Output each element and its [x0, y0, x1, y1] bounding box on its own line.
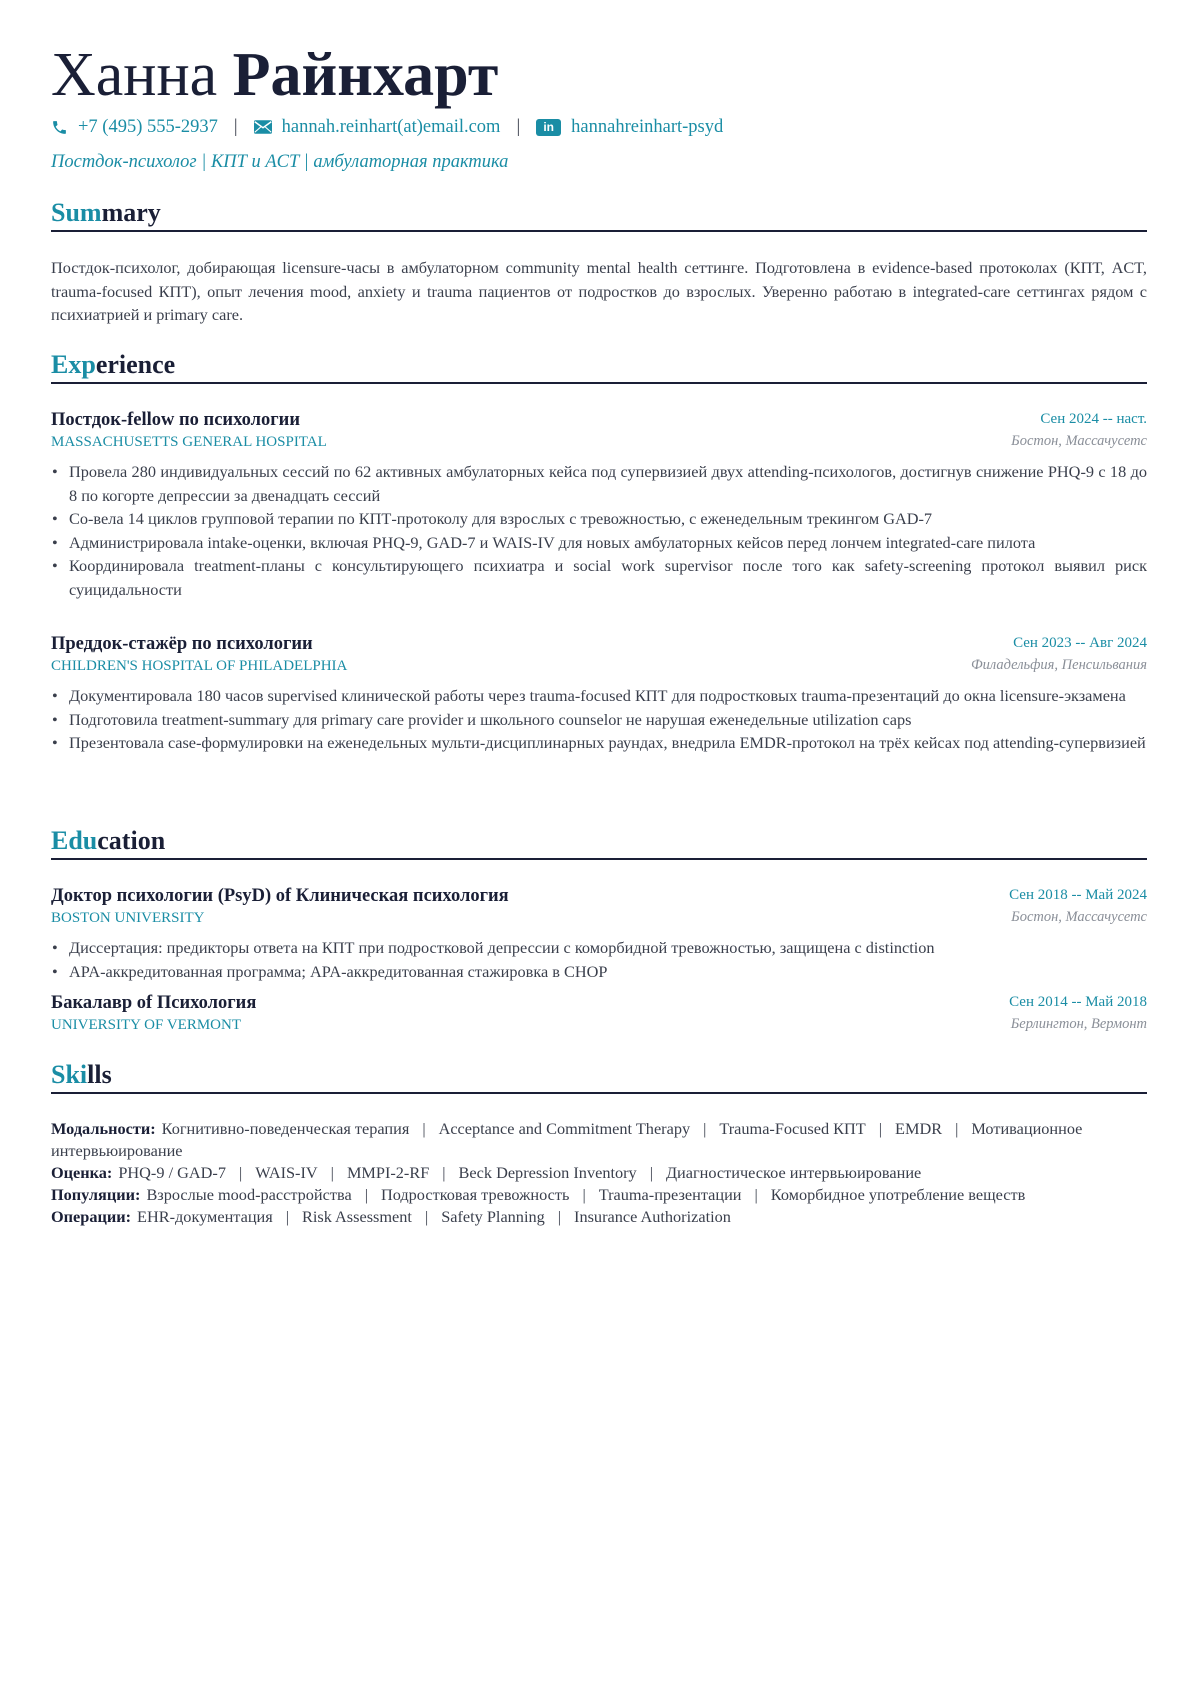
job-dates: Сен 2023 -- Авг 2024: [1013, 635, 1147, 651]
skill-item: Trauma-Focused КПТ: [719, 1119, 866, 1138]
last-name: Райнхарт: [232, 41, 499, 109]
institution: UNIVERSITY OF VERMONT: [51, 1017, 242, 1033]
phone-icon: [51, 119, 68, 136]
contact-separator: |: [516, 116, 521, 137]
skill-item: Safety Planning: [441, 1207, 545, 1226]
skill-item: MMPI-2-RF: [346, 1163, 430, 1182]
bullet-item: • Администрировала intake-оценки, включая PHQ-9, GAD-7 и WAIS-IV для новых амбулаторных кейсов перед лончем integrated-care пилота: [51, 531, 1147, 555]
linkedin-icon: in: [536, 119, 561, 136]
degree-dates: Сен 2018 -- Май 2024: [1009, 887, 1147, 903]
skill-item: Коморбидное употребление веществ: [770, 1185, 1026, 1204]
skill-separator: |: [285, 1207, 290, 1226]
skill-row: [51, 1118, 1147, 1162]
section-title-summary: Summary: [51, 196, 1147, 232]
linkedin-handle: hannahreinhart-psyd: [571, 116, 724, 137]
experience-bullets: [51, 684, 1147, 755]
skill-item: Trauma-презентации: [598, 1185, 742, 1204]
skill-item: Мотивационное интервьюирование: [51, 1119, 1083, 1160]
skill-separator: |: [442, 1163, 446, 1182]
section-title-skills: Skills: [51, 1058, 1147, 1094]
education-bullets: [51, 936, 1147, 983]
job-title: Постдок-fellow по психологии: [51, 410, 300, 430]
skill-separator: |: [878, 1119, 883, 1138]
skill-item: Beck Depression Inventory: [458, 1163, 637, 1182]
candidate-name: [51, 40, 498, 110]
institution-location: Бостон, Массачусетс: [1011, 909, 1147, 925]
bullet-item: • Со-вела 14 циклов групповой терапии по КПТ-протоколу для взрослых с тревожностью, с еженедельным трекингом GAD-7: [51, 507, 1147, 531]
contact-separator: |: [233, 116, 238, 137]
email-contact[interactable]: [254, 117, 501, 138]
linkedin-contact[interactable]: [536, 117, 723, 138]
skill-item: Insurance Authorization: [574, 1207, 731, 1226]
skill-item: EHR-документация: [137, 1207, 273, 1226]
job-location: Бостон, Массачусетс: [1011, 433, 1147, 449]
skill-separator: |: [703, 1119, 707, 1138]
bullet-item: • Координировала treatment-планы с консультирующего психиатра и social work supervisor после того как safety-screening протокол выявил риск суицидальности: [51, 554, 1147, 601]
skill-item: Взрослые mood-расстройства: [146, 1185, 352, 1204]
employer: CHILDREN'S HOSPITAL OF PHILADELPHIA: [51, 658, 348, 674]
skill-separator: |: [754, 1185, 758, 1204]
skills-list: [51, 1118, 1147, 1228]
experience-bullets: [51, 460, 1147, 601]
skill-separator: |: [422, 1119, 426, 1138]
skill-category-label: Оценка:: [51, 1163, 113, 1182]
skill-separator: |: [955, 1119, 959, 1138]
phone-contact[interactable]: [51, 117, 218, 138]
skill-separator: |: [239, 1163, 243, 1182]
envelope-icon: [254, 120, 272, 134]
institution-location: Берлингтон, Вермонт: [1010, 1016, 1147, 1032]
skill-row: [51, 1162, 1147, 1184]
employer: MASSACHUSETTS GENERAL HOSPITAL: [51, 434, 327, 450]
skill-item: PHQ-9 / GAD-7: [118, 1163, 226, 1182]
job-location: Филадельфия, Пенсильвания: [970, 657, 1147, 673]
skill-row: [51, 1184, 1147, 1206]
skill-row: [51, 1206, 1147, 1228]
bullet-item: • Провела 280 индивидуальных сессий по 62 активных амбулаторных кейса под супервизией двух attending-психологов, достигнув снижение PHQ-9 с 18 до 8 по когорте депрессии за двенадцать сессий: [51, 460, 1147, 507]
section-title-education: Education: [51, 824, 1147, 860]
bullet-item: • Подготовила treatment-summary для primary care provider и школьного counselor не нарушая еженедельные utilization caps: [51, 708, 1147, 732]
summary-text: Постдок-психолог, добирающая licensure-часы в амбулаторном community mental health сеттинге. Подготовлена в evidence-based протоколах (КПТ, ACT, trauma-focused КПТ), опыт лечения mood, anxiety и trauma пациентов от подростков до взрослых. Уверенно работаю в integrated-care сеттингах рядом с психиатрией и primary care.: [51, 258, 1147, 324]
skill-category-label: Популяции:: [51, 1185, 141, 1204]
job-dates: Сен 2024 -- наст.: [1040, 411, 1147, 427]
skill-separator: |: [582, 1185, 586, 1204]
skill-separator: |: [557, 1207, 562, 1226]
skill-item: Диагностическое интервьюирование: [665, 1163, 922, 1182]
bullet-item: • Презентовала case-формулировки на еженедельных мульти-дисциплинарных раундах, внедрила EMDR-протокол на трёх кейсах под attending-супервизией: [51, 731, 1147, 755]
institution: BOSTON UNIVERSITY: [51, 910, 205, 926]
job-title: Преддок-стажёр по психологии: [51, 634, 313, 654]
degree-title: Бакалавр of Психология: [51, 993, 257, 1013]
section-title-experience: Experience: [51, 348, 1147, 384]
first-name: Ханна: [51, 41, 218, 109]
skill-separator: |: [330, 1163, 334, 1182]
skill-item: Risk Assessment: [302, 1207, 412, 1226]
skill-item: EMDR: [895, 1119, 943, 1138]
bullet-item: • Диссертация: предикторы ответа на КПТ при подростковой депрессии с коморбидной тревожностью, защищена с distinction: [51, 936, 1147, 960]
skill-item: WAIS-IV: [255, 1163, 318, 1182]
skill-category-label: Операции:: [51, 1207, 132, 1226]
degree-dates: Сен 2014 -- Май 2018: [1009, 994, 1147, 1010]
bullet-item: • APA-аккредитованная программа; APA-аккредитованная стажировка в CHOP: [51, 960, 1147, 984]
degree-title: Доктор психологии (PsyD) of Клиническая психология: [51, 886, 509, 906]
skill-separator: |: [424, 1207, 429, 1226]
tagline: Постдок-психолог | КПТ и ACT | амбулаторная практика: [51, 152, 509, 172]
skill-item: Когнитивно-поведенческая терапия: [161, 1119, 410, 1138]
bullet-item: • Документировала 180 часов supervised клинической работы через trauma-focused КПТ для подростковых trauma-презентаций до окна licensure-экзамена: [51, 684, 1147, 708]
email-address: hannah.reinhart(at)email.com: [281, 116, 501, 137]
skill-separator: |: [649, 1163, 653, 1182]
skill-category-label: Модальности:: [51, 1119, 156, 1138]
phone-number: +7 (495) 555-2937: [78, 116, 218, 137]
skill-separator: |: [364, 1185, 368, 1204]
skill-item: Acceptance and Commitment Therapy: [438, 1119, 691, 1138]
contact-bar: [51, 114, 723, 140]
skill-item: Подростковая тревожность: [380, 1185, 570, 1204]
